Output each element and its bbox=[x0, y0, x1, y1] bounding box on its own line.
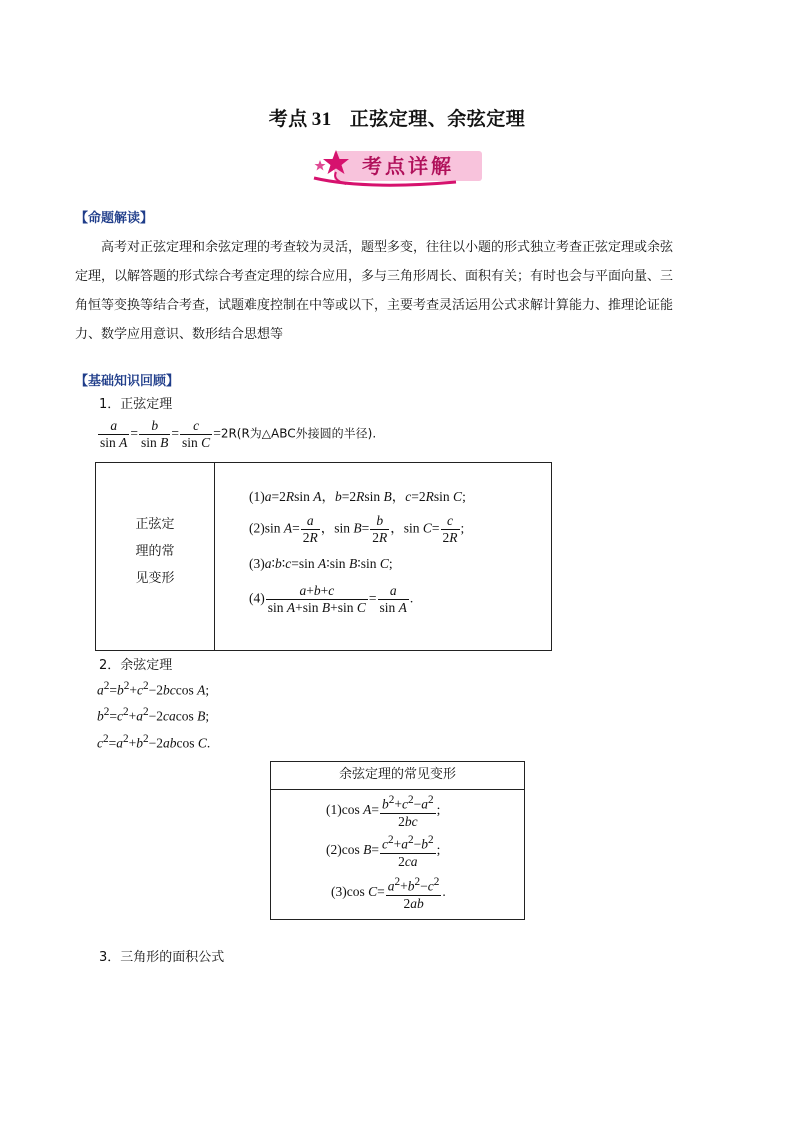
cosine-variant-1: (1)cos A= $\frac{b^2+c^2-a^2}{2bc}$ ; bbox=[326, 794, 441, 829]
sine-variants-table bbox=[95, 462, 552, 651]
sine-table-label-line: 见变形 bbox=[135, 571, 175, 586]
interpretation-paragraph bbox=[75, 233, 720, 349]
section-heading-basics: 【基础知识回顾】 bbox=[75, 374, 180, 389]
cosine-variants-table bbox=[270, 761, 525, 920]
title-text: 正弦定理、余弦定理 bbox=[349, 108, 526, 130]
sine-variant-1: (1)a=2Rsin A，b=2Rsin B，c=2Rsin C; bbox=[249, 489, 466, 504]
title-number: 31 bbox=[311, 109, 332, 130]
cosine-variant-2: (2)cos B= $\frac{c^2+a^2-b^2}{2ca}$ ; bbox=[326, 834, 441, 869]
cosine-variant-3: (3)cos C= $\frac{a^2+b^2-c^2}{2ab}$ . bbox=[331, 876, 446, 911]
cosine-law-c: $c^2=a^2+b^2-2abcos$ C. bbox=[97, 733, 211, 751]
sine-variant-3: (3)a∶b∶c=sin A∶sin B∶sin C; bbox=[249, 556, 393, 571]
item-area-formula: 3．三角形的面积公式 bbox=[99, 950, 225, 965]
sine-table-label-line: 理的常 bbox=[135, 544, 175, 559]
item-sine-law: 1．正弦定理 bbox=[99, 397, 173, 412]
paragraph-line: 定理，以解答题的形式综合考查定理的综合应用，多与三角形周长、面积有关；有时也会与平面向量、三 bbox=[75, 269, 674, 284]
cosine-table-header: 余弦定理的常见变形 bbox=[271, 762, 524, 790]
item-cosine-law: 2．余弦定理 bbox=[99, 658, 173, 673]
paragraph-line: 力、数学应用意识、数形结合思想等 bbox=[75, 327, 284, 342]
cosine-law-b: $b^2=c^2+a^2-2cacos$ B; bbox=[97, 706, 210, 724]
star-swoosh-icon bbox=[306, 146, 486, 188]
paragraph-line: 角恒等变换等结合考查，试题难度控制在中等或以下，主要考查灵活运用公式求解计算能力、推理论证能 bbox=[75, 298, 674, 313]
sine-law-formula: $\frac{a}{\text{sin A}}$ = $\frac{b}{\text{sin B}}$ = $\frac{c}{\text{sin C}}$ =2R(R为△ABC外接圆的半径). bbox=[100, 418, 377, 450]
page-title bbox=[0, 104, 794, 131]
sine-table-label-line: 正弦定 bbox=[135, 517, 175, 532]
sine-variant-2: (2)sin A= $\frac{a}{2R}$ ，sin B= $\frac{b}{2R}$ ，sin C= $\frac{c}{2R}$ ; bbox=[249, 513, 465, 545]
section-banner bbox=[306, 146, 486, 188]
section-heading-interpretation: 【命题解读】 bbox=[75, 211, 154, 226]
sine-variant-4: (4) $\frac{a+b+c}{\text{sin A+sin B+sin C}}$ = $\frac{a}{\text{sin A}}$ . bbox=[249, 583, 414, 615]
cosine-law-a: $a^2=b^2+c^2-2bccos$ A; bbox=[97, 680, 210, 698]
paragraph-line: 高考对正弦定理和余弦定理的考查较为灵活，题型多变，往往以小题的形式独立考查正弦定理或余弦 bbox=[101, 240, 674, 255]
banner-label: 考点详解 bbox=[334, 151, 482, 181]
table-divider bbox=[214, 463, 215, 650]
sine-law-note: 2R(R为△ABC外接圆的半径). bbox=[220, 426, 377, 441]
sine-table-label bbox=[96, 511, 214, 592]
title-prefix: 考点 bbox=[268, 108, 308, 130]
